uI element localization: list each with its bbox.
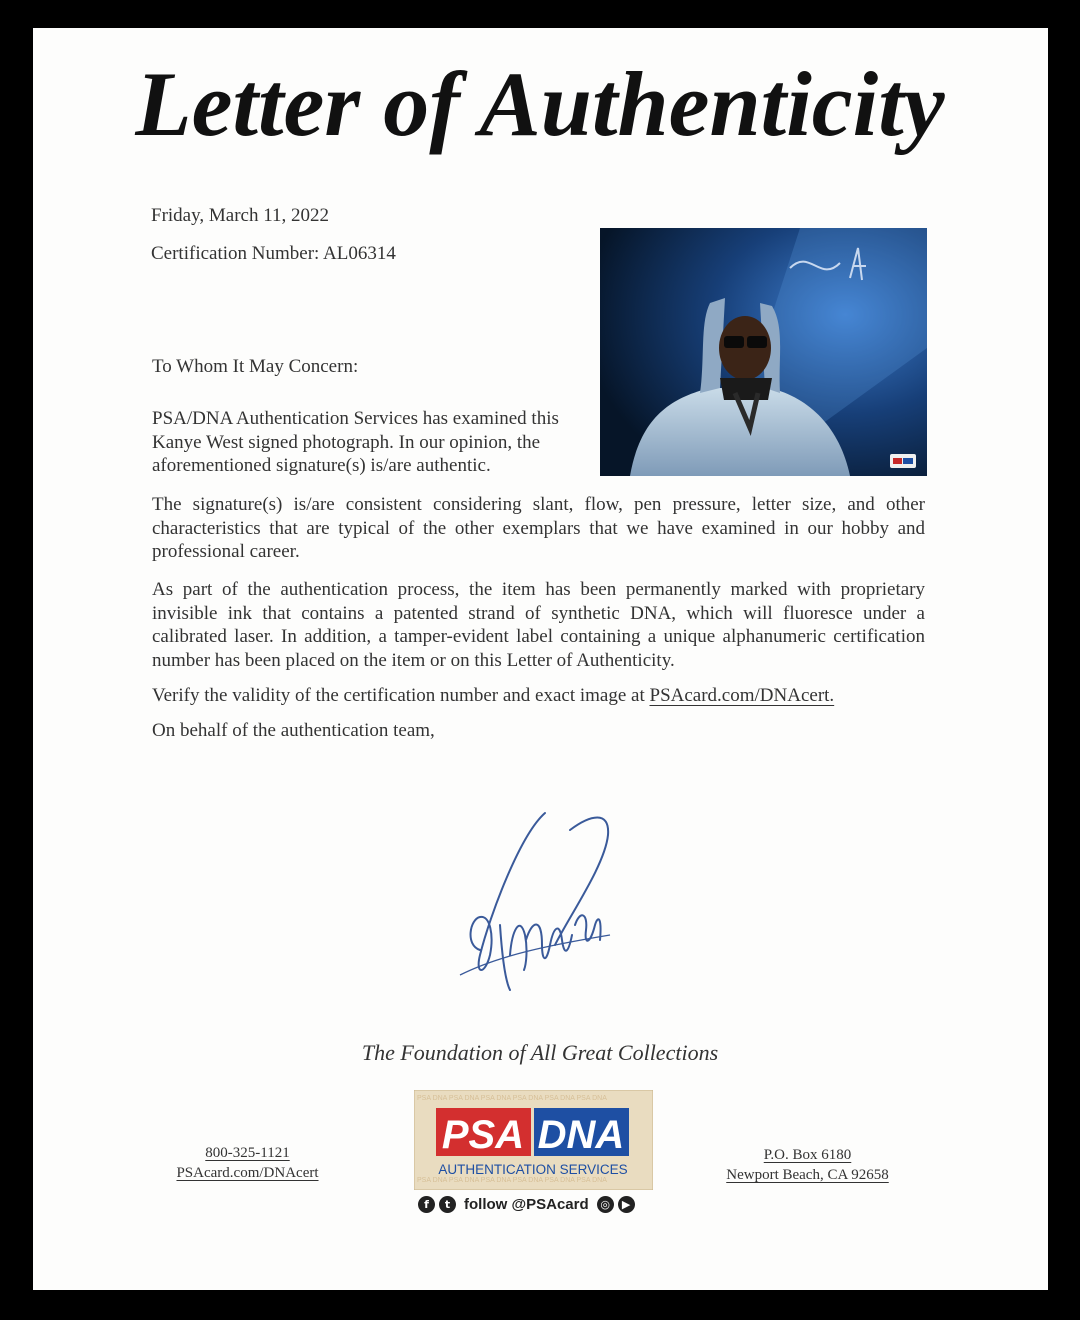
logo-psa-text: PSA (441, 1113, 525, 1157)
closing-line: On behalf of the authentication team, (152, 720, 435, 741)
website-link[interactable]: PSAcard.com/DNAcert (176, 1165, 319, 1181)
certification-line (151, 243, 396, 265)
svg-text:PSA DNA PSA DNA PSA DNA PSA DN: PSA DNA PSA DNA PSA DNA PSA DNA PSA DNA PSA DNA (417, 1177, 607, 1184)
follow-handle[interactable]: follow @PSAcard (464, 1195, 589, 1213)
psa-dna-logo (414, 1090, 653, 1190)
twitter-icon[interactable]: t (439, 1196, 456, 1213)
verify-line (152, 685, 834, 707)
letter-title (0, 50, 1080, 180)
consistency-paragraph: The signature(s) is/are consistent considering slant, flow, pen pressure, letter size, and other characteristics that are typical of the other exemplars that we have examined in our hobby and professional career. (152, 494, 925, 562)
social-follow-bar (418, 1193, 635, 1215)
letter-title-text: Letter of Authenticity (135, 53, 945, 155)
instagram-icon[interactable]: ◎ (597, 1196, 614, 1213)
intro-paragraph: PSA/DNA Authentication Services has examined this Kanye West signed photograph. In our opinion, the aforementioned signature(s) is/are authentic. (152, 408, 559, 476)
tagline: The Foundation of All Great Collections (361, 1040, 719, 1065)
po-box: P.O. Box 6180 (763, 1147, 852, 1163)
handwritten-signature (450, 805, 620, 995)
facebook-icon[interactable]: f (418, 1196, 435, 1213)
logo-dna-text: DNA (537, 1113, 625, 1157)
phone-number[interactable]: 800-325-1121 (205, 1145, 290, 1161)
logo-subtitle: AUTHENTICATION SERVICES (438, 1162, 628, 1177)
svg-text:PSA DNA PSA DNA PSA DNA PSA DN: PSA DNA PSA DNA PSA DNA PSA DNA PSA DNA PSA DNA (417, 1095, 607, 1102)
youtube-icon[interactable]: ▶ (618, 1196, 635, 1213)
verify-text: Verify the validity of the certification number and exact image at (152, 685, 645, 706)
verify-link[interactable]: PSAcard.com/DNAcert. (649, 685, 835, 706)
greeting: To Whom It May Concern: (152, 356, 359, 377)
certification-label: Certification Number: (151, 243, 320, 264)
contact-left (160, 1143, 335, 1183)
process-paragraph: As part of the authentication process, the item has been permanently marked with proprietary invisible ink that contains a patented strand of synthetic DNA, which will fluoresce under a calibrated laser. In addition, a tamper-evident label containing a unique alphanumeric certification number has been placed on the item or on this Letter of Authenticity. (152, 579, 925, 671)
signed-photograph (600, 228, 927, 476)
contact-right (710, 1145, 905, 1185)
city-address: Newport Beach, CA 92658 (726, 1167, 889, 1183)
certification-number: AL06314 (323, 243, 396, 264)
letter-date: Friday, March 11, 2022 (151, 205, 330, 226)
